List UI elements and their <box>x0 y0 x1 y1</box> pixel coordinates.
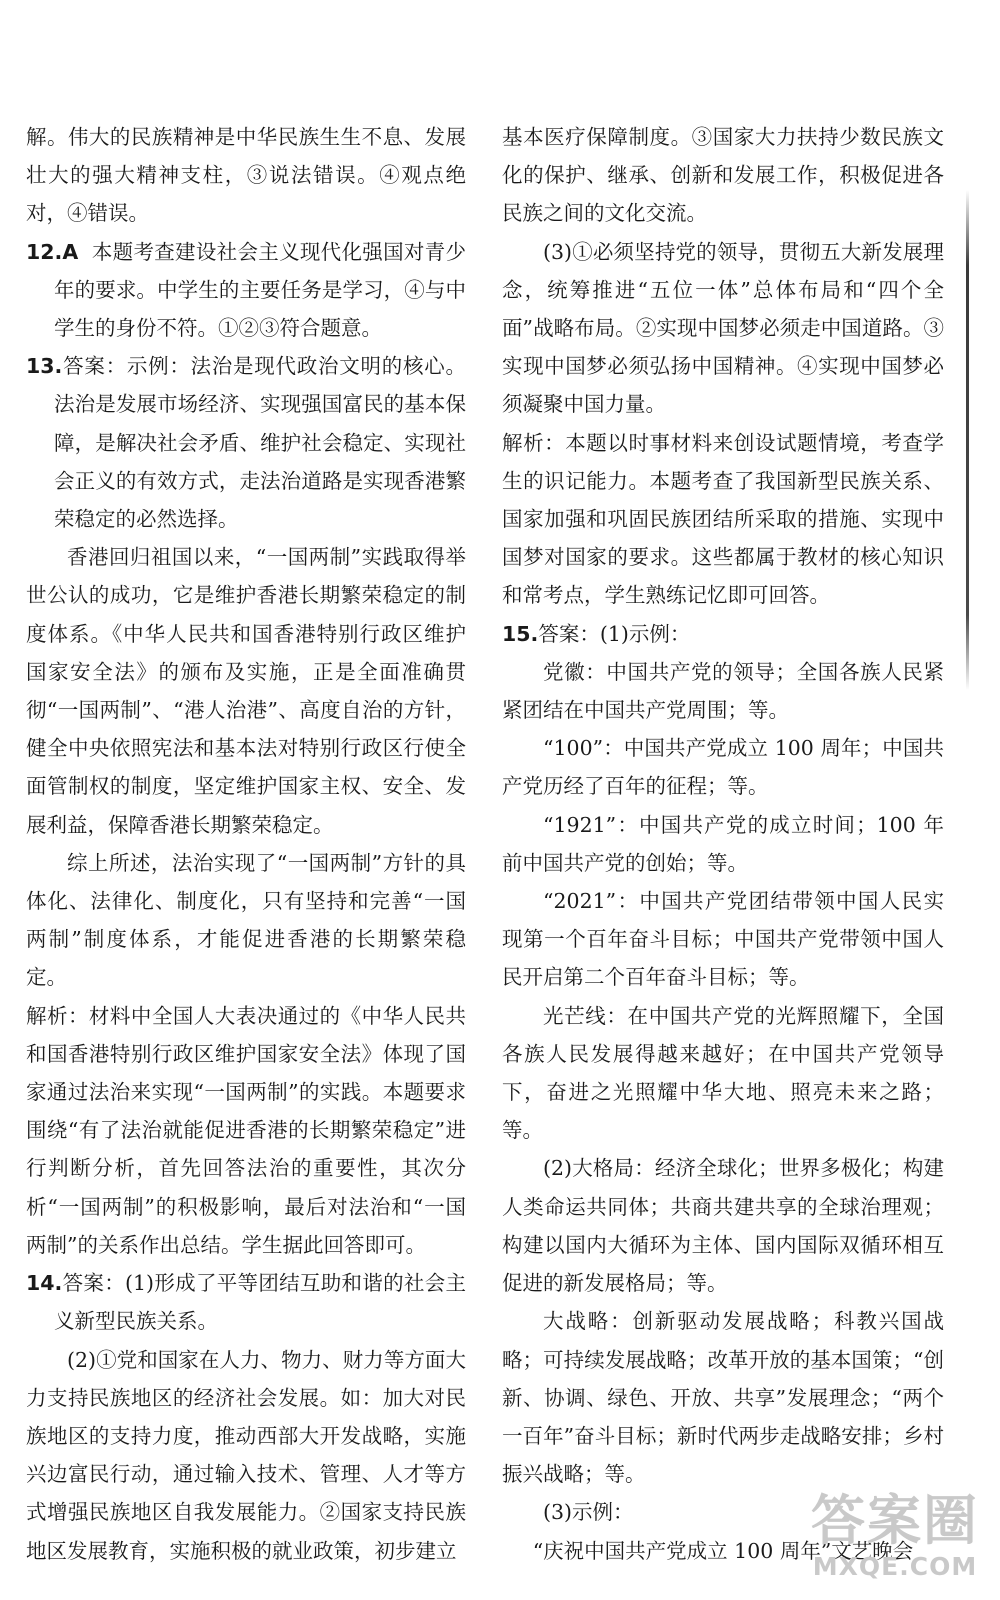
label-sep: ： <box>579 621 600 646</box>
answer-paragraph: 党徽：中国共产党的领导；全国各族人民紧紧团结在中国共产党周围；等。 <box>502 659 944 723</box>
watermark-url: MXQE.COM <box>812 1552 978 1581</box>
answer-paragraph: “庆祝中国共产党成立 100 周年”文艺晚会 <box>532 1538 914 1563</box>
answer-label: 答案 <box>62 354 106 379</box>
page-spine-shadow <box>966 190 969 690</box>
question-14 <box>26 1264 466 1340</box>
answer-paragraph: “100”：中国共产党成立 100 周年；中国共产党历经了百年的征程；等。 <box>502 736 944 799</box>
answer-paragraph: “1921”：中国共产党的成立时间；100 年前中国共产党的创始；等。 <box>502 812 944 875</box>
left-column <box>26 118 466 1570</box>
answer-paragraph: (2)①党和国家在人力、物力、财力等方面大力支持民族地区的经济社会发展。如：加大对民族地区的支持力度，推动西部大开发战略，实施兴边富民行动，通过输入技术、管理、人才等方式增强民族地区自我发展能力。②国家支持民族地区发展教育，实施积极的就业政策，初步建立 <box>26 1347 466 1563</box>
analysis-paragraph: 解析：材料中全国人大表决通过的《中华人民共和国香港特别行政区维护国家安全法》体现了国家通过法治来实现“一国两制”的实践。本题要求围绕“有了法治就能促进香港的长期繁荣稳定”进行判断分析，首先回答法治的重要性，其次分析“一国两制”的积极影响，最后对法治和“一国两制”的关系作出总结。学生据此回答即可。 <box>26 1003 466 1257</box>
question-15 <box>502 615 944 653</box>
answer-paragraph: 综上所述，法治实现了“一国两制”方针的具体化、法律化、制度化，只有坚持和完善“一国两制”制度体系，才能促进香港的长期繁荣稳定。 <box>26 850 466 990</box>
question-12 <box>26 233 466 348</box>
answer-text: (1)形成了平等团结互助和谐的社会主义新型民族关系。 <box>54 1271 466 1334</box>
watermark-logo: 答案圈 <box>811 1489 979 1552</box>
question-number: 13. <box>26 354 63 379</box>
label-sep: ： <box>104 1271 126 1296</box>
answer-paragraph: 光芒线：在中国共产党的光辉照耀下，全国各族人民发展得越来越好；在中国共产党领导下，奋进之光照耀中华大地、照亮未来之路；等。 <box>502 1003 944 1143</box>
paragraph-cont-11: 解。伟大的民族精神是中华民族生生不息、发展壮大的强大精神支柱，③说法错误。④观点绝对，④错误。 <box>26 125 466 226</box>
answer-paragraph: (3)示例： <box>543 1500 634 1525</box>
answer-label: 答案 <box>538 621 580 646</box>
question-13 <box>26 347 466 538</box>
question-text: 本题考查建设社会主义现代化强国对青少年的要求。中学生的主要任务是学习，④与中学生的身份不符。①②③符合题意。 <box>54 239 466 341</box>
answer-letter: A <box>62 239 79 264</box>
watermark <box>800 1490 990 1595</box>
answer-paragraph: 香港回归祖国以来，“一国两制”实践取得举世公认的成功，它是维护香港长期繁荣稳定的制度体系。《中华人民共和国香港特别行政区维护国家安全法》的颁布及实施，正是全面准确贯彻“一国两制”、“港人治港”、高度自治的方针，健全中央依照宪法和基本法对特别行政区行使全面管制权的制度，坚定维护国家主权、安全、发展利益，保障香港长期繁荣稳定。 <box>26 545 466 837</box>
question-number: 14. <box>26 1271 63 1296</box>
question-number: 12. <box>26 239 63 264</box>
right-column <box>502 118 944 1570</box>
answer-label: 答案 <box>62 1271 105 1296</box>
answer-text: 示例：法治是现代政治文明的核心。法治是发展市场经济、实现强国富民的基本保障，是解决社会矛盾、维护社会稳定、实现社会正义的有效方式，走法治道路是实现香港繁荣稳定的必然选择。 <box>54 354 467 532</box>
answer-paragraph: “2021”：中国共产党团结带领中国人民实现第一个百年奋斗目标；中国共产党带领中国人民开启第二个百年奋斗目标；等。 <box>502 889 944 990</box>
paragraph-cont-14: 基本医疗保障制度。③国家大力扶持少数民族文化的保护、继承、创新和发展工作，积极促进各民族之间的文化交流。 <box>502 125 944 226</box>
answer-paragraph: (2)大格局：经济全球化；世界多极化；构建人类命运共同体；共商共建共享的全球治理观；构建以国内大循环为主体、国内国际双循环相互促进的新发展格局；等。 <box>502 1156 944 1296</box>
analysis-paragraph: 解析：本题以时事材料来创设试题情境，考查学生的识记能力。本题考查了我国新型民族关系、国家加强和巩固民族团结所采取的措施、实现中国梦对国家的要求。这些都属于教材的核心知识和常考点，学生熟练记忆即可回答。 <box>502 430 944 608</box>
answer-paragraph: (3)①必须坚持党的领导，贯彻五大新发展理念，统筹推进“五位一体”总体布局和“四个全面”战略布局。②实现中国梦必须走中国道路。③实现中国梦必须弘扬中国精神。④实现中国梦必须凝聚中国力量。 <box>502 239 944 417</box>
question-number: 15. <box>502 621 539 646</box>
answer-text: (1)示例： <box>599 621 691 646</box>
label-sep: ： <box>105 354 127 379</box>
answer-paragraph: 大战略：创新驱动发展战略；科教兴国战略；可持续发展战略；改革开放的基本国策；“创新、协调、绿色、开放、共享”发展理念；“两个一百年”奋斗目标；新时代两步走战略安排；乡村振兴战略；等。 <box>502 1309 944 1487</box>
